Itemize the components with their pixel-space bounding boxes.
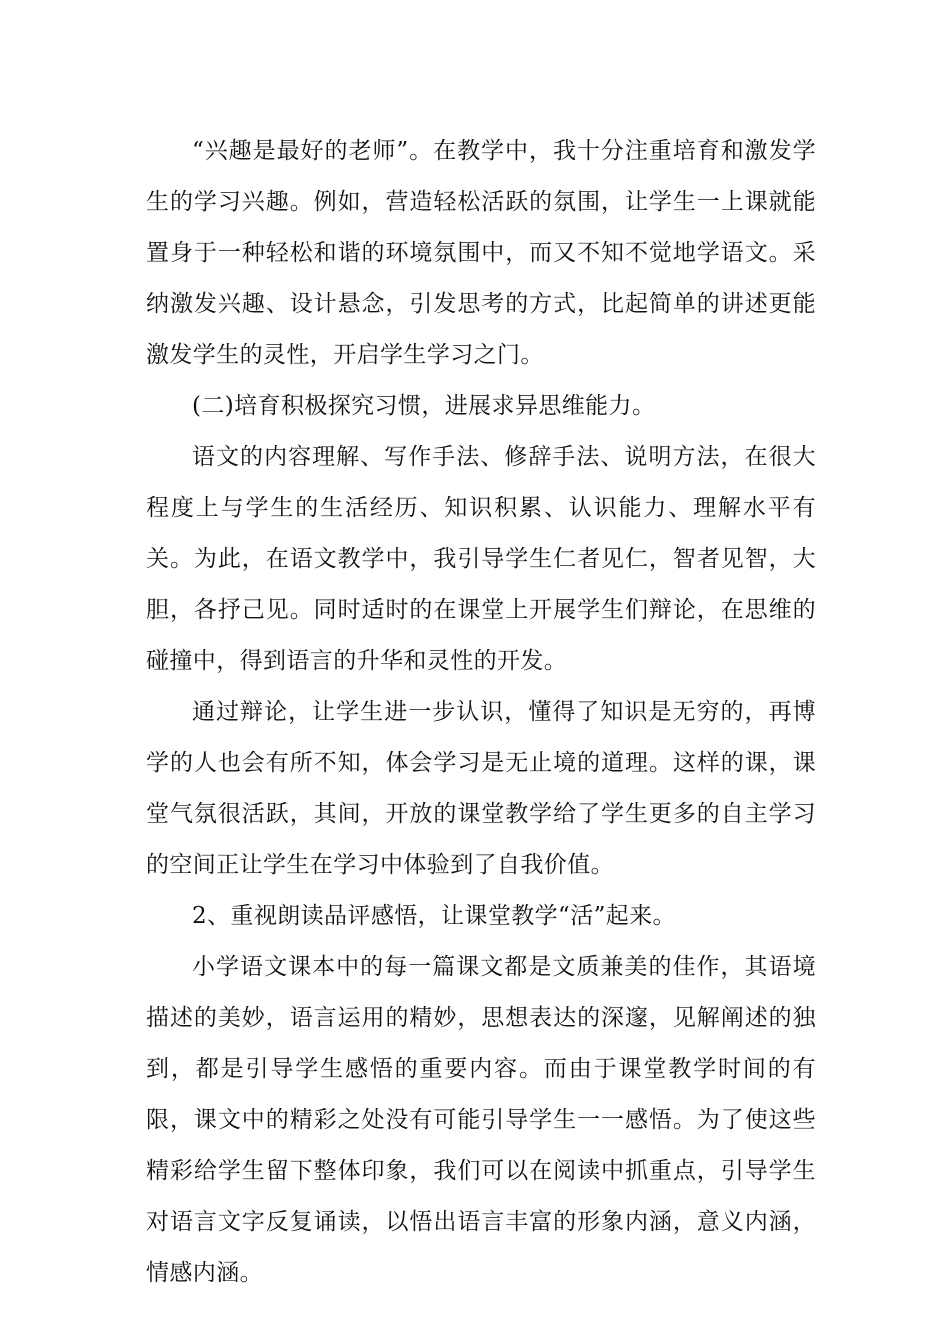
paragraph-heading-inquiry: (二)培育积极探究习惯，进展求异思维能力。 (192, 393, 656, 419)
paragraph-heading-reading: 2、重视朗读品评感悟，让课堂教学“活”起来。 (192, 903, 676, 929)
paragraph-interest: “兴趣是最好的老师”。在教学中，我十分注重培育和激发学生的学习兴趣。例如，营造轻松活跃的氛围，让学生一上课就能置身于一种轻松和谐的环境氛围中，而又不知不觉地学语文。采纳激发兴趣、设计悬念，引发思考的方式，比起简单的讲述更能激发学生的灵性，开启学生学习之门。 (146, 138, 816, 368)
paragraph-textbook: 小学语文课本中的每一篇课文都是文质兼美的佳作，其语境描述的美妙，语言运用的精妙，思想表达的深邃，见解阐述的独到，都是引导学生感悟的重要内容。而由于课堂教学时间的有限，课文中的精彩之处没有可能引导学生一一感悟。为了使这些精彩给学生留下整体印象，我们可以在阅读中抓重点，引导学生对语言文字反复诵读，以悟出语言丰富的形象内涵，意义内涵，情感内涵。 (146, 954, 816, 1286)
paragraph-understanding: 语文的内容理解、写作手法、修辞手法、说明方法，在很大程度上与学生的生活经历、知识积累、认识能力、理解水平有关。为此，在语文教学中，我引导学生仁者见仁，智者见智，大胆，各抒己见。同时适时的在课堂上开展学生们辩论，在思维的碰撞中，得到语言的升华和灵性的开发。 (146, 444, 816, 674)
document-body (146, 126, 816, 1299)
paragraph-debate: 通过辩论，让学生进一步认识，懂得了知识是无穷的，再博学的人也会有所不知，体会学习是无止境的道理。这样的课，课堂气氛很活跃，其间，开放的课堂教学给了学生更多的自主学习的空间正让学生在学习中体验到了自我价值。 (146, 699, 816, 878)
